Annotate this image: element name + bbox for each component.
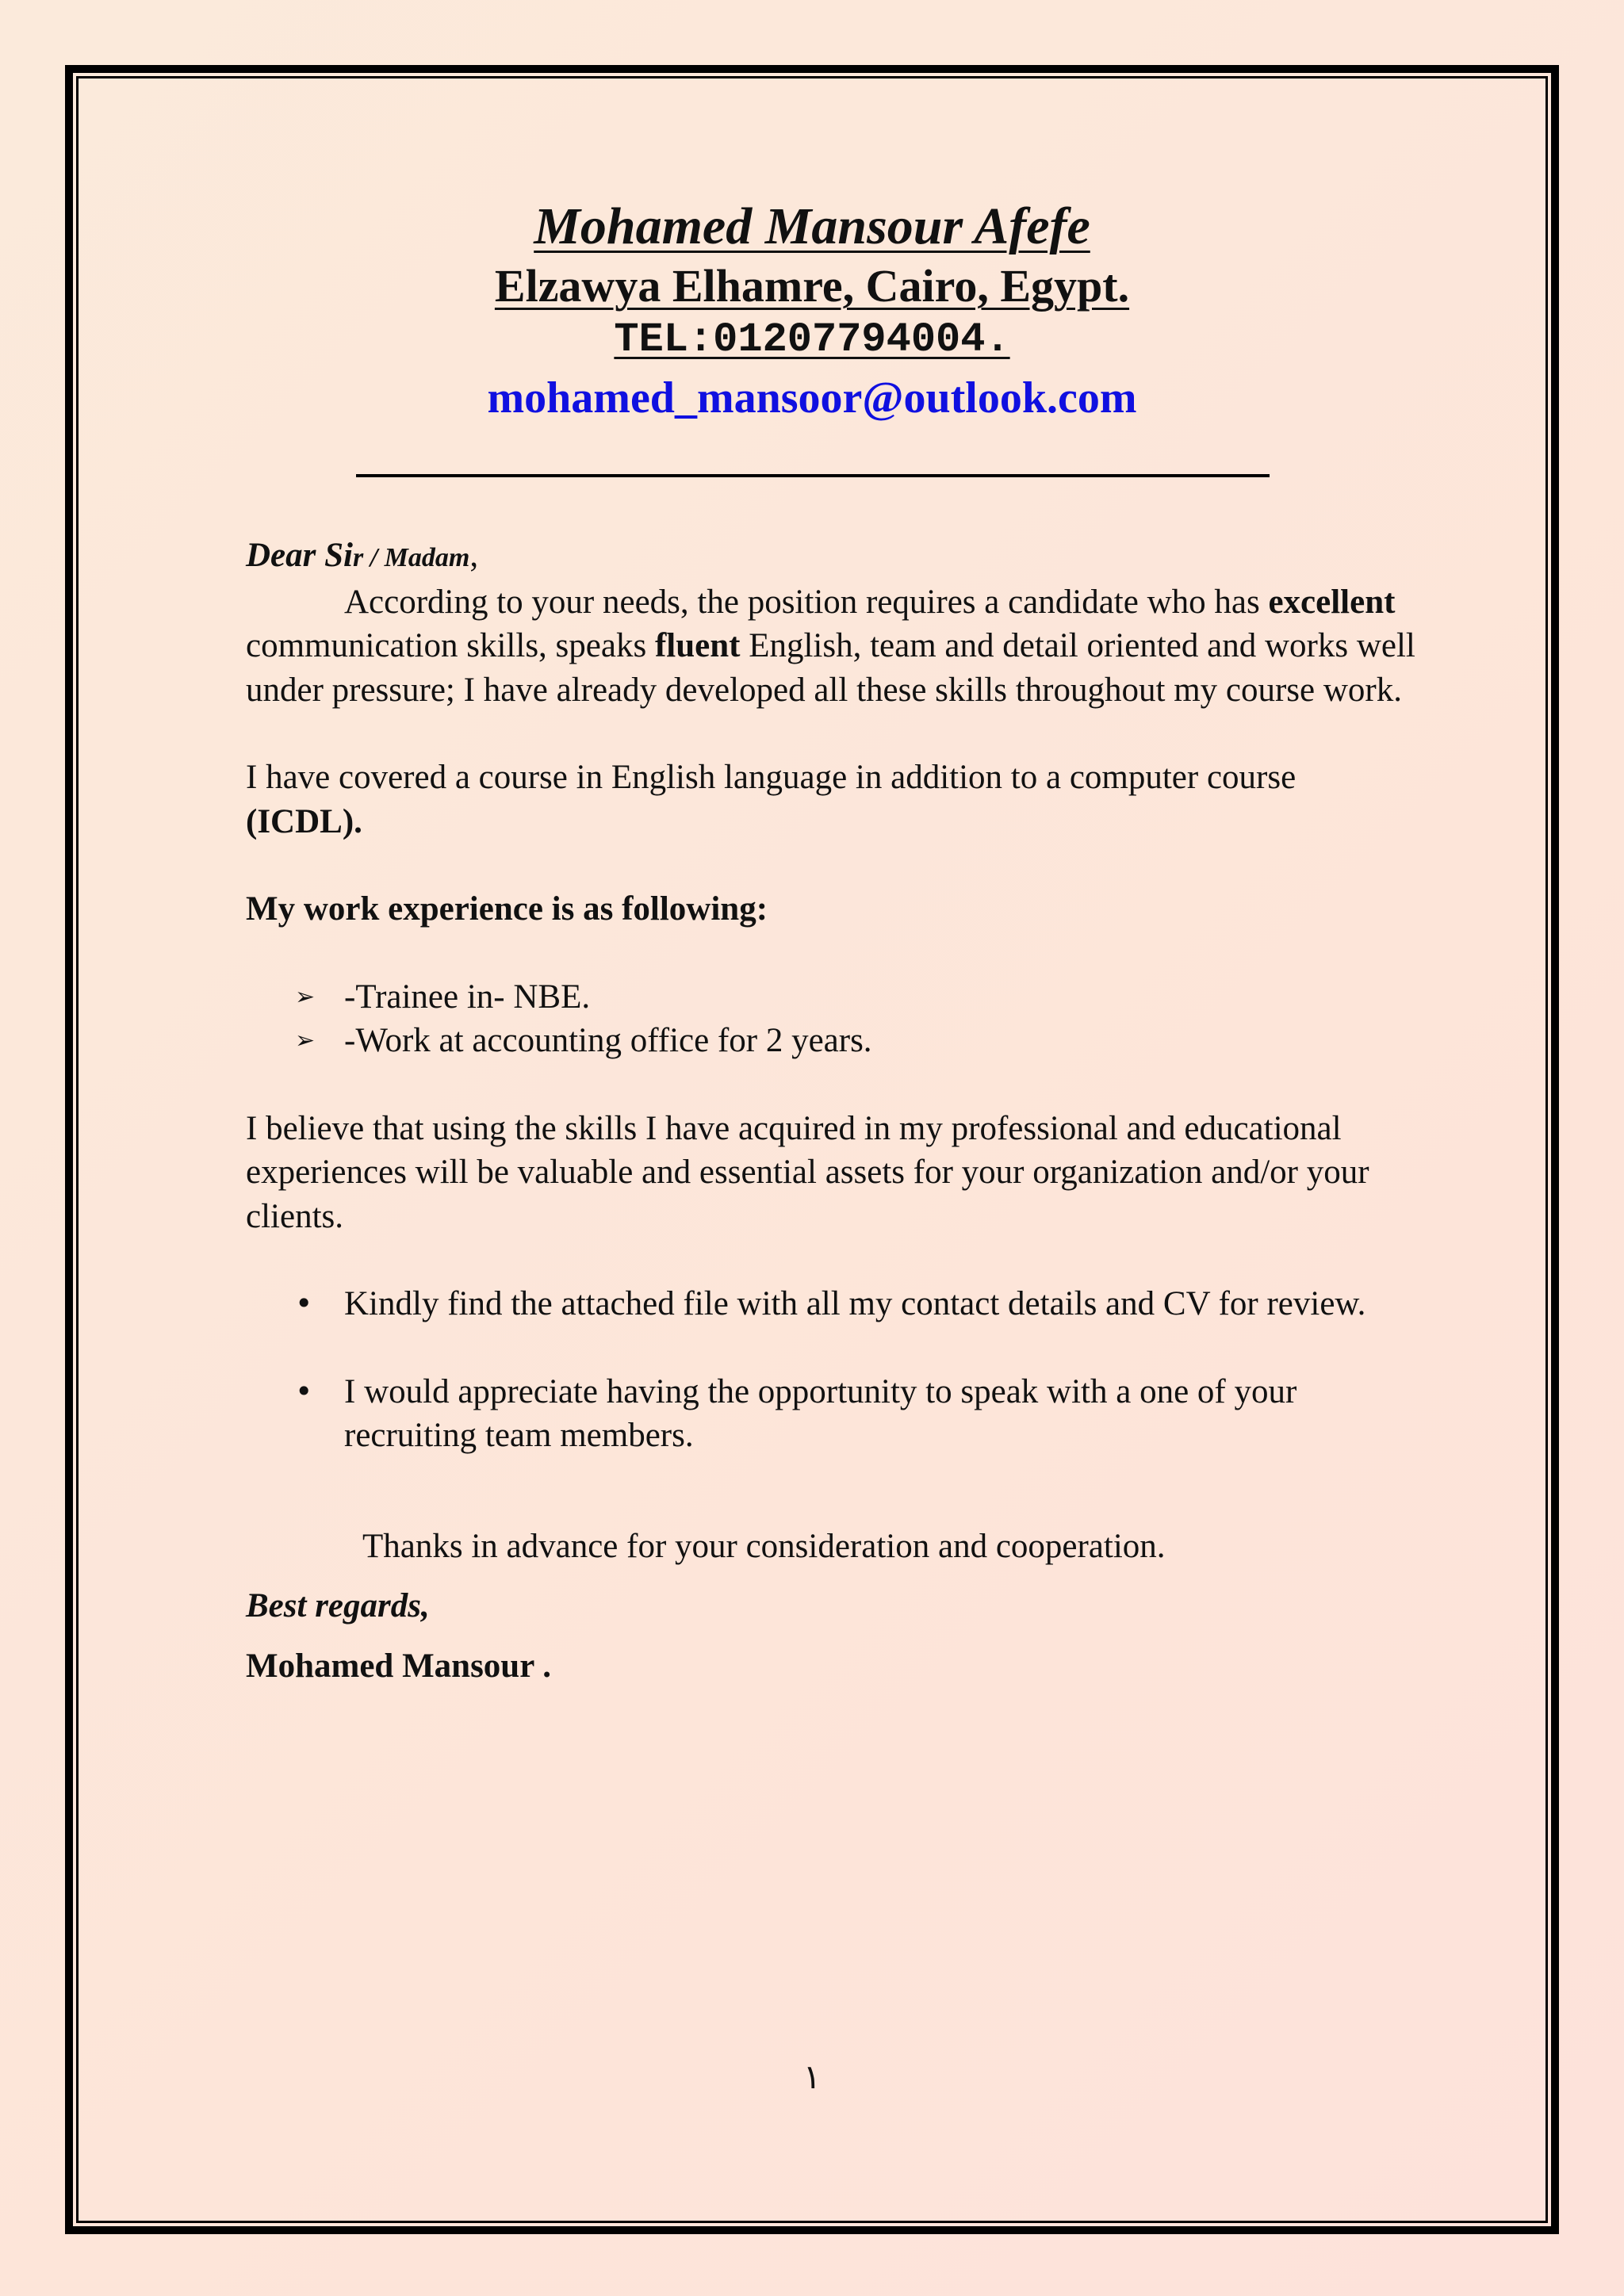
courses-text: I have covered a course in English language in addition to a computer course — [246, 759, 1297, 796]
letter-body — [246, 534, 1419, 1688]
salutation-dear: Dear Si — [246, 537, 353, 574]
round-bullet-icon: • — [295, 1286, 313, 1321]
experience-item-text: -Work at accounting office for 2 years. — [344, 1022, 872, 1059]
sender-address: Elzawya Elhamre, Cairo, Egypt. — [494, 260, 1130, 312]
salutation — [246, 534, 1419, 580]
closing: Best regards, — [246, 1587, 430, 1624]
request-item-text: I would appreciate having the opportunity to speak with a one of your recruiting team members. — [344, 1372, 1297, 1454]
thanks-line: Thanks in advance for your consideration and cooperation. — [362, 1527, 1166, 1565]
list-item — [246, 975, 1419, 1020]
list-item — [246, 1282, 1419, 1326]
salutation-madam: r / Madam — [352, 543, 470, 572]
intro-bold-fluent: fluent — [654, 627, 741, 664]
letter-header — [0, 194, 1624, 429]
intro-text-1: According to your needs, the position requires a candidate who has — [344, 583, 1269, 621]
experience-item-text: -Trainee in- NBE. — [344, 978, 591, 1016]
page-number: ١ — [802, 2057, 822, 2096]
list-item — [246, 1019, 1419, 1063]
courses-bold-icdl: (ICDL). — [246, 802, 362, 840]
sender-name: Mohamed Mansour Afefe — [534, 197, 1090, 255]
signature: Mohamed Mansour . — [246, 1647, 552, 1685]
salutation-comma: , — [469, 537, 479, 574]
arrow-bullet-icon: ➢ — [295, 982, 316, 1011]
arrow-bullet-icon: ➢ — [295, 1027, 316, 1054]
sender-phone: TEL:01207794004. — [614, 316, 1010, 363]
round-bullet-icon: • — [295, 1373, 313, 1409]
intro-bold-excellent: excellent — [1268, 583, 1396, 621]
list-item — [246, 1370, 1419, 1458]
request-list-2 — [246, 1370, 1419, 1458]
experience-heading: My work experience is as following: — [246, 890, 768, 928]
intro-text-2: communication skills, speaks — [246, 627, 655, 664]
sender-email-link[interactable]: mohamed_mansoor@outlook.com — [487, 373, 1137, 423]
paragraph-belief: I believe that using the skills I have acquired in my professional and educational experiences will be valuable and essential assets for your organization and/or your clients. — [246, 1109, 1369, 1235]
header-divider — [356, 474, 1270, 477]
paragraph-courses — [246, 756, 1419, 844]
request-list — [246, 1282, 1419, 1326]
experience-list — [246, 975, 1419, 1063]
request-item-text: Kindly find the attached file with all my contact details and CV for review. — [344, 1285, 1366, 1322]
intro-text-3: English, team and detail oriented and works well under pressure; I have already developed all these skills throughout my course work. — [246, 627, 1415, 709]
paragraph-intro — [246, 580, 1419, 713]
